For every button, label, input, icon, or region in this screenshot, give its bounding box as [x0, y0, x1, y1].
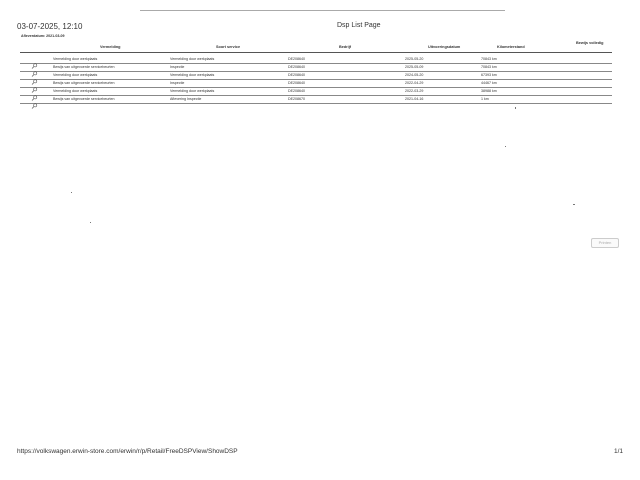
footer-page-number: 1/1 — [614, 448, 624, 455]
cell-uitvoeringsdatum: 2025-05-20 — [405, 56, 424, 61]
cell-vermelding: Bewijs van uitgevoerde servicebeurten — [53, 96, 115, 101]
cell-soort-service: Inspectie — [170, 80, 185, 85]
cell-vermelding: Bewijs van uitgevoerde servicebeurten — [53, 64, 115, 69]
cell-soort-service: Aflevering Inspectie — [170, 96, 202, 101]
print-datetime: 03-07-2025, 12:10 — [17, 22, 83, 31]
cell-bedrijf: DE208640 — [288, 72, 305, 77]
magnifier-icon[interactable] — [31, 96, 38, 102]
cell-vermelding: Vermelding door werkplaats — [53, 88, 98, 93]
cell-uitvoeringsdatum: 2024-05-20 — [405, 72, 424, 77]
scan-speck — [90, 222, 91, 223]
cell-uitvoeringsdatum: 2025-05-09 — [405, 64, 424, 69]
cell-soort-service: Vermelding door werkplaats — [170, 88, 215, 93]
scan-speck — [573, 204, 575, 205]
magnifier-icon[interactable] — [31, 72, 38, 78]
magnifier-icon[interactable] — [31, 80, 38, 86]
scan-speck — [505, 146, 506, 147]
cell-soort-service: Vermelding door werkplaats — [170, 72, 215, 77]
page-title: Dsp List Page — [337, 22, 381, 29]
top-rule — [140, 10, 505, 11]
cell-vermelding: Vermelding door werkplaats — [53, 56, 98, 61]
table-row — [20, 95, 612, 104]
scan-speck — [515, 107, 516, 109]
cell-soort-service: Inspectie — [170, 64, 185, 69]
magnifier-icon[interactable] — [31, 56, 38, 62]
cell-bedrijf: DE208640 — [288, 56, 305, 61]
cell-uitvoeringsdatum: 2021-04-16 — [405, 96, 424, 101]
magnifier-icon[interactable] — [31, 64, 38, 70]
cell-bedrijf: DE208640 — [288, 64, 305, 69]
cell-uitvoeringsdatum: 2022-03-29 — [405, 88, 424, 93]
column-header-vermelding: Vermelding — [100, 45, 121, 49]
cell-kilometerstand: 44467 km — [481, 80, 497, 85]
cell-vermelding: Bewijs van uitgevoerde servicebeurten — [53, 80, 115, 85]
scan-speck — [71, 192, 72, 193]
column-header-kilometerstand: Kilometerstand — [497, 45, 525, 49]
magnifier-icon[interactable] — [31, 88, 38, 94]
column-header-bedrijf: Bedrijf — [339, 45, 352, 49]
cell-kilometerstand: 70843 km — [481, 64, 497, 69]
cell-bedrijf: DE208640 — [288, 88, 305, 93]
column-header-soort-service: Soort service — [216, 45, 241, 49]
column-header-uitvoeringsdatum: Uitvoeringsdatum — [428, 45, 461, 49]
cell-kilometerstand: 67393 km — [481, 72, 497, 77]
cell-uitvoeringsdatum: 2022-04-29 — [405, 80, 424, 85]
header-divider — [20, 52, 612, 53]
cell-kilometerstand: 1 km — [481, 96, 489, 101]
print-button[interactable]: Printen — [591, 238, 619, 248]
cell-bedrijf: DE208670 — [288, 96, 305, 101]
cell-vermelding: Vermelding door werkplaats — [53, 72, 98, 77]
footer-url: https://volkswagen.erwin-store.com/erwin/r/p/Retail/FreeDSPView/ShowDSP — [17, 448, 238, 455]
column-header-bewijs-volledig: Bewijs volledig — [576, 41, 604, 45]
delivery-date-label: Afleverdatum: 2021-03-09 — [21, 34, 65, 38]
cell-soort-service: Vermelding door werkplaats — [170, 56, 215, 61]
cell-kilometerstand: 38988 km — [481, 88, 497, 93]
cell-kilometerstand: 70843 km — [481, 56, 497, 61]
cell-bedrijf: DE208640 — [288, 80, 305, 85]
